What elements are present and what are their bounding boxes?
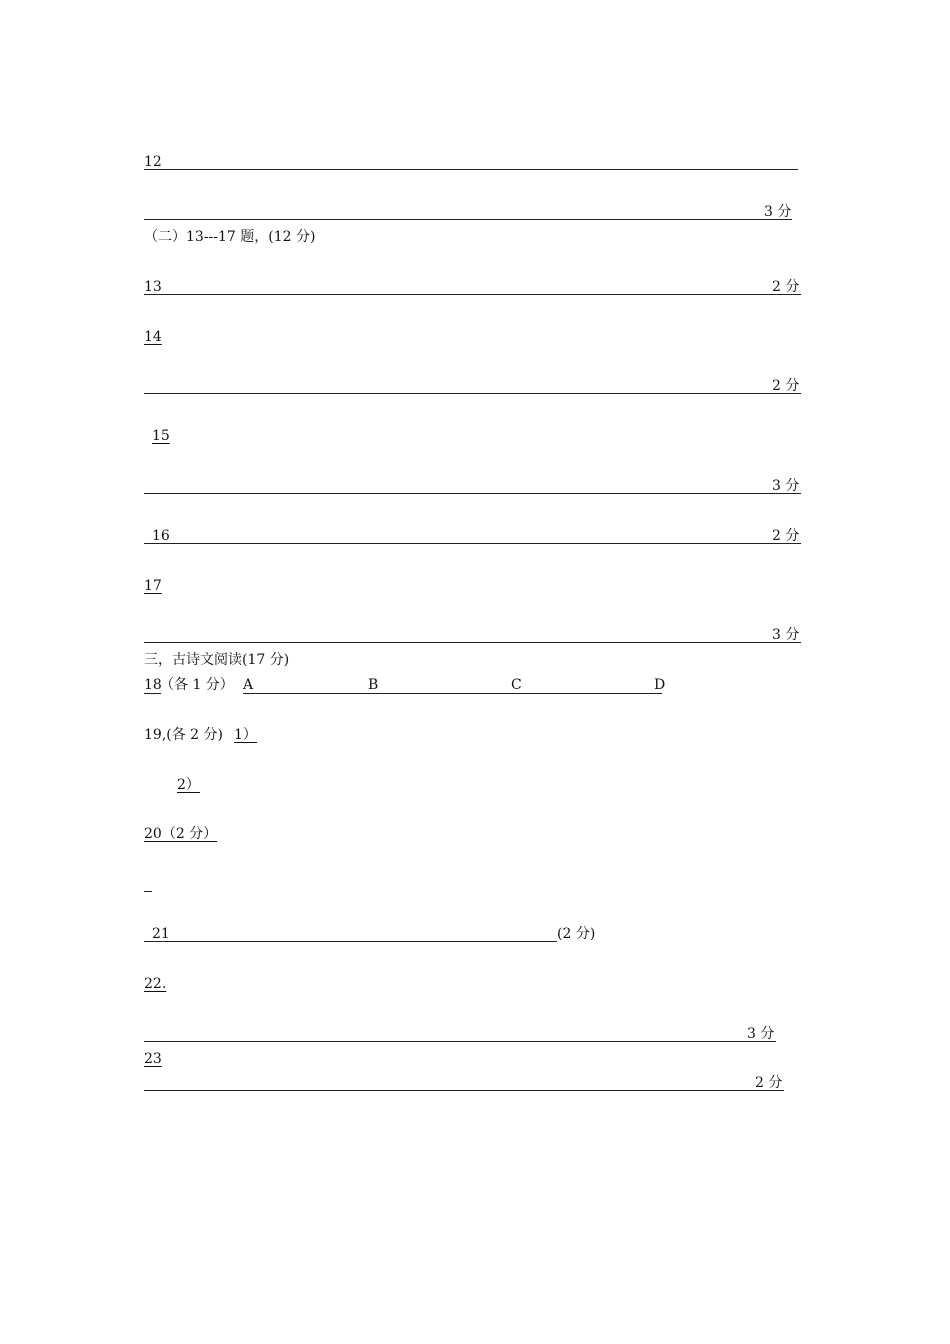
- q23-score: 2 分: [755, 1075, 783, 1091]
- q17-number: 17: [144, 578, 162, 594]
- q22-answer-line[interactable]: [144, 1041, 776, 1042]
- q20-label[interactable]: 20（2 分）: [144, 826, 218, 842]
- q21-score: (2 分): [557, 926, 596, 942]
- q23-number: 23: [144, 1051, 162, 1067]
- q13-number: 13: [144, 279, 162, 295]
- q19-label: 19,(各 2 分): [144, 727, 223, 743]
- q23-answer-line[interactable]: [144, 1090, 784, 1091]
- q21-number: 21: [152, 926, 170, 942]
- q13-score: 2 分: [772, 279, 800, 295]
- q13-answer-line[interactable]: [144, 294, 801, 295]
- section-3-heading: 三，古诗文阅读(17 分): [144, 652, 290, 668]
- q19-part-2[interactable]: 2）: [177, 777, 200, 793]
- q16-answer-line[interactable]: [144, 543, 801, 544]
- q12-number: 12: [144, 154, 162, 170]
- q12-answer-line-1[interactable]: [144, 169, 798, 170]
- q12-answer-line-2[interactable]: [144, 219, 792, 220]
- section-2-heading: （二）13---17 题，(12 分): [144, 229, 316, 245]
- q18-answer-line[interactable]: [243, 693, 662, 694]
- q18-note: （各 1 分）: [160, 677, 234, 693]
- q15-number: 15: [152, 428, 170, 444]
- q12-score: 3 分: [764, 204, 792, 220]
- q18-number: 18: [144, 677, 162, 693]
- q22-number: 22.: [144, 976, 167, 992]
- q14-score: 2 分: [772, 378, 800, 394]
- q20-answer-line[interactable]: [144, 891, 152, 892]
- q16-number: 16: [152, 528, 170, 544]
- q15-answer-line[interactable]: [144, 493, 801, 494]
- q15-score: 3 分: [772, 478, 800, 494]
- q14-number: 14: [144, 329, 162, 345]
- q18-number-underline: [144, 693, 161, 694]
- q18-option-c: C: [511, 677, 522, 693]
- q18-option-d: D: [654, 677, 666, 693]
- q19-part-1[interactable]: 1）: [234, 727, 257, 743]
- q17-answer-line[interactable]: [144, 642, 801, 643]
- q18-option-a: A: [243, 677, 254, 693]
- q14-answer-line[interactable]: [144, 393, 801, 394]
- q16-score: 2 分: [772, 528, 800, 544]
- q22-score: 3 分: [747, 1026, 775, 1042]
- q21-answer-line[interactable]: [144, 941, 557, 942]
- q17-score: 3 分: [772, 627, 800, 643]
- q18-option-b: B: [368, 677, 379, 693]
